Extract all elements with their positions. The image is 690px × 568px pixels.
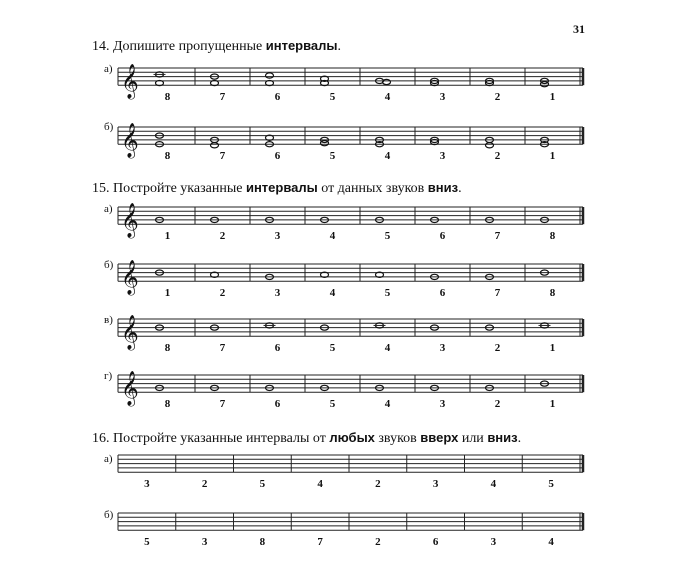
interval-number: 5 — [329, 398, 336, 411]
interval-number: 7 — [219, 150, 226, 163]
interval-number: 5 — [144, 536, 150, 549]
interval-number: 1 — [164, 287, 171, 300]
interval-number: 6 — [274, 398, 281, 411]
task-16-heading: 16. Постройте указанные интервалы от любых звуков вверх или вниз. — [92, 430, 522, 446]
interval-number: 4 — [317, 478, 323, 491]
interval-number: 4 — [384, 150, 391, 163]
interval-number: 2 — [375, 478, 381, 491]
treble-clef-icon: 𝄞 — [121, 123, 139, 159]
interval-number: 4 — [384, 91, 391, 104]
treble-clef-icon: 𝄞 — [121, 64, 139, 100]
interval-number: 6 — [439, 230, 446, 243]
interval-number: 7 — [219, 91, 226, 104]
treble-clef-icon: 𝄞 — [121, 260, 139, 296]
interval-number: 2 — [219, 287, 226, 300]
whole-note — [266, 73, 274, 78]
interval-number: 4 — [329, 230, 336, 243]
interval-number: 3 — [439, 91, 446, 104]
interval-number: 7 — [494, 230, 501, 243]
interval-number: 8 — [164, 91, 171, 104]
row-label-14a: а) — [104, 63, 113, 75]
interval-number: 5 — [384, 287, 391, 300]
interval-number: 1 — [549, 150, 556, 163]
interval-number: 7 — [219, 398, 226, 411]
interval-number: 5 — [329, 91, 336, 104]
interval-number: 7 — [219, 342, 226, 355]
whole-note — [541, 82, 549, 87]
interval-number: 2 — [494, 91, 501, 104]
interval-number: 7 — [317, 536, 323, 549]
interval-number: 3 — [274, 287, 281, 300]
whole-note — [486, 143, 494, 148]
row-label-16b: б) — [104, 509, 114, 521]
treble-clef-icon: 𝄞 — [121, 315, 139, 351]
interval-number: 6 — [439, 287, 446, 300]
interval-number: 8 — [549, 230, 556, 243]
interval-number: 4 — [490, 478, 497, 491]
interval-number: 8 — [164, 342, 171, 355]
interval-number: 3 — [432, 478, 439, 491]
row-label-14b: б) — [104, 121, 114, 133]
treble-clef-icon: 𝄞 — [121, 203, 139, 239]
row-label-16a: а) — [104, 453, 113, 465]
row-label-15v: в) — [104, 314, 113, 326]
interval-number: 3 — [490, 536, 497, 549]
interval-number: 3 — [274, 230, 281, 243]
row-label-15a: а) — [104, 203, 113, 215]
interval-number: 4 — [384, 398, 391, 411]
interval-number: 2 — [201, 478, 208, 491]
interval-number: 1 — [549, 342, 556, 355]
interval-number: 3 — [201, 536, 208, 549]
interval-number: 6 — [274, 342, 281, 355]
interval-number: 3 — [439, 398, 446, 411]
whole-note — [211, 143, 219, 148]
interval-number: 4 — [329, 287, 336, 300]
interval-number: 6 — [432, 536, 439, 549]
interval-number: 6 — [274, 150, 281, 163]
interval-number: 8 — [164, 398, 171, 411]
interval-number: 2 — [494, 342, 501, 355]
interval-number: 5 — [329, 150, 336, 163]
interval-number: 4 — [384, 342, 391, 355]
interval-number: 4 — [548, 536, 554, 549]
interval-number: 5 — [259, 478, 266, 491]
whole-note — [321, 141, 329, 146]
interval-number: 3 — [144, 478, 150, 491]
interval-number: 2 — [494, 398, 501, 411]
interval-number: 5 — [384, 230, 391, 243]
interval-number: 2 — [375, 536, 381, 549]
interval-number: 1 — [549, 398, 556, 411]
interval-number: 5 — [329, 342, 336, 355]
page-number: 31 — [573, 22, 585, 36]
task-15-heading: 15. Постройте указанные интервалы от данных звуков вниз. — [92, 180, 462, 196]
interval-number: 2 — [219, 230, 226, 243]
treble-clef-icon: 𝄞 — [121, 371, 139, 407]
interval-number: 5 — [548, 478, 554, 491]
interval-number: 3 — [439, 150, 446, 163]
interval-number: 1 — [549, 91, 556, 104]
interval-number: 6 — [274, 91, 281, 104]
row-label-15b: б) — [104, 259, 114, 271]
interval-number: 8 — [549, 287, 556, 300]
interval-number: 1 — [164, 230, 171, 243]
task-14-heading: 14. Допишите пропущенные интервалы. — [92, 38, 342, 54]
interval-number: 2 — [494, 150, 501, 163]
interval-number: 7 — [494, 287, 501, 300]
interval-number: 8 — [259, 536, 266, 549]
row-label-15g: г) — [104, 370, 113, 382]
interval-number: 8 — [164, 150, 171, 163]
interval-number: 3 — [439, 342, 446, 355]
